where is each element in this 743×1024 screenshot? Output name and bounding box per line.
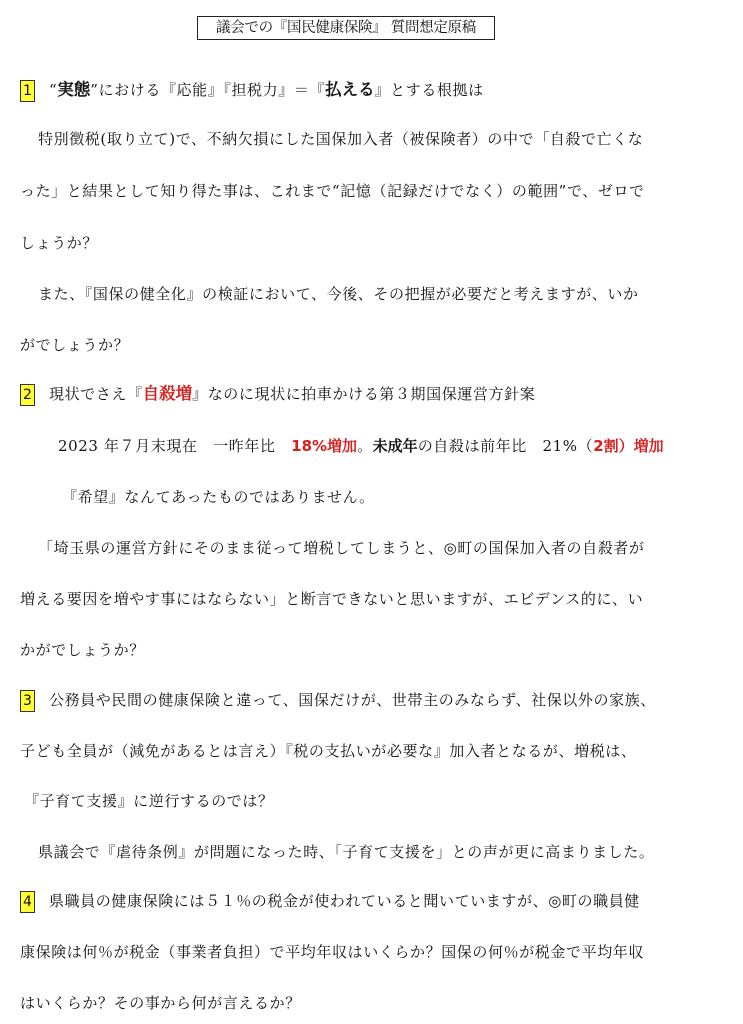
q2-p-line3: かがでしょうか？ <box>20 641 145 659</box>
q2-number-badge: 2 <box>20 384 35 406</box>
q3-number-badge: 3 <box>20 690 35 712</box>
q2-stat-date: 2023 年７月末現在 一昨年比 <box>58 437 292 455</box>
q2-stat-red2: 2割）増加 <box>593 437 664 455</box>
q3-line1-wrap <box>20 689 656 712</box>
q4-line1: 県職員の健康保険には５１％の税金が使われていると聞いていますが、◎町の職員健 <box>49 892 640 910</box>
q3-line4: 県議会で『虐待条例』が問題になった時、「子育て支援を」との声が更に高まりました。 <box>38 843 655 861</box>
q2-heading <box>20 383 535 406</box>
q2-p-line1: 「埼玉県の運営方針にそのまま従って増税してしまうと、◎町の国保加入者の自殺者が <box>38 539 645 557</box>
q2-p-line2: 増える要因を増やす事にはならない」と断言できないと思いますが、エビデンス的に、い <box>20 590 644 608</box>
q2-heading-post: 』なのに現状に拍車かける第３期国保運営方針案 <box>192 385 536 403</box>
q2-heading-red: 自殺増 <box>142 384 193 403</box>
q1-p1-line1: 特別徴税(取り立て)で、不納欠損にした国保加入者（被保険者）の中で「自殺で亡くな <box>38 130 644 148</box>
q1-p1-line2: った」と結果として知り得た事は、これまで“記憶（記録だけでなく）の範囲”で、ゼロで <box>20 182 645 200</box>
q1-heading-haraeru: 払える <box>325 80 375 99</box>
q4-line3: はいくらか？その事から何が言えるか？ <box>20 994 301 1012</box>
q3-line1: 公務員や民間の健康保険と違って、国保だけが、世帯主のみならず、社保以外の家族、 <box>49 691 656 709</box>
q1-heading-mid: ”における『応能』『担税力』＝『 <box>90 81 326 99</box>
q2-heading-pre: 現状でさえ『 <box>49 385 143 403</box>
q1-p1-line3: しょうか？ <box>20 234 99 252</box>
q4-line2: 康保険は何％が税金（事業者負担）で平均年収はいくらか？国保の何％が税金で平均年収 <box>20 943 645 961</box>
q4-line1-wrap <box>20 890 640 913</box>
q1-p2-line2: がでしょうか？ <box>20 336 130 354</box>
q1-heading-post: 』とする根拠は <box>374 81 484 99</box>
q2-stat-sep: 。 <box>357 437 373 455</box>
q3-line3: 『子育て支援』に逆行するのでは？ <box>24 792 274 810</box>
q3-line2: 子ども全員が（減免があるとは言え）『税の支払いが必要な』加入者となるが、増税は、 <box>20 742 637 760</box>
q2-stat-line <box>58 435 664 457</box>
q4-number-badge: 4 <box>20 891 35 913</box>
q2-stat-red1: 18%増加 <box>291 437 358 455</box>
q2-stat-mid: の自殺は前年比 21%（ <box>417 437 594 455</box>
q2-hope: 『希望』なんてあったものではありません。 <box>62 488 375 506</box>
q1-heading <box>20 79 484 102</box>
q2-stat-bold: 未成年 <box>372 437 418 455</box>
q1-number-badge: 1 <box>20 80 35 102</box>
q1-heading-pre: “ <box>49 81 58 99</box>
page-title: 議会での『国民健康保険』 質問想定原稿 <box>197 16 495 40</box>
q1-heading-jittai: 実態 <box>57 80 91 99</box>
q1-p2-line1: また、『国保の健全化』の検証において、今後、その把握が必要だと考えますが、いか <box>38 285 639 303</box>
